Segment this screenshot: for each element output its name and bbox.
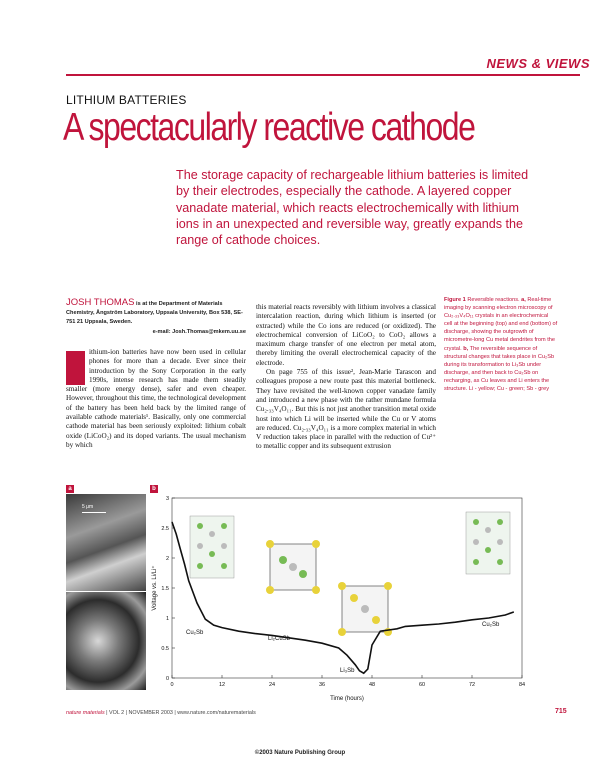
data-point bbox=[205, 619, 206, 620]
caption-title: Reversible reactions. bbox=[467, 297, 520, 303]
data-point bbox=[172, 522, 173, 523]
data-point bbox=[472, 619, 473, 620]
y-tick-label: 0.5 bbox=[161, 646, 169, 652]
body-paragraph: On page 755 of this issue², Jean-Marie Tarascon and colleagues propose a new route past this material bottleneck. They have revisited the well-known copper vanadate family and introduced a new phase with the rather mundane formula Cu₂.₃₃V₄O₁₁. But this is not just another transition metal oxide host into which Li will be inserted while the Cu or V atoms are reduced. Cu₂.₃₃V₄O₁₁ is a more complex material in which V reduction takes place in parallel with the reduction of Cu²⁺ to metallic copper and its subsequent extrusion bbox=[256, 368, 436, 451]
data-point bbox=[372, 645, 373, 646]
data-point bbox=[380, 631, 381, 632]
copyright: ©2003 Nature Publishing Group bbox=[254, 750, 346, 756]
issue-info: | VOL 2 | NOVEMBER 2003 | www.nature.com/naturematerials bbox=[106, 710, 256, 716]
data-point bbox=[213, 625, 214, 626]
data-point bbox=[176, 534, 177, 535]
x-tick-label: 0 bbox=[170, 682, 174, 688]
data-point bbox=[180, 549, 181, 550]
data-point bbox=[438, 624, 439, 625]
y-tick-label: 2 bbox=[165, 556, 169, 562]
page-number: 715 bbox=[555, 708, 567, 715]
caption-figure-number: Figure 1 bbox=[444, 297, 466, 303]
y-axis-label: Voltage vs. Li/Li⁺ bbox=[152, 565, 158, 611]
annotation-label: Cu₂Sb bbox=[186, 630, 204, 636]
author-email: e-mail: Josh.Thomas@mkem.uu.se bbox=[152, 329, 246, 335]
body-column-2 bbox=[256, 303, 436, 452]
author-name: JOSH THOMAS bbox=[66, 297, 135, 308]
data-point bbox=[359, 670, 360, 671]
body-text-1: ithium-ion batteries have now been used in cellular phones for more than a decade. Ever since their introduction by the Sony Corporation in the early 1990s, intense research has made them steadily smaller (more energy dense), safer and even cheaper. However, throughout this time, the technological development of the battery has been held back by the limited range of available cathode materials¹. Basically, only one commercial cathode material has been seriously exploited: lithium cobalt oxide (LiCoO₂) and its doped variants. The usual mechanism by which bbox=[66, 348, 246, 449]
data-point bbox=[367, 669, 368, 670]
author-affiliation: is at the Department of Materials Chemistry, Ångström Laboratory, Uppsala University, Box 538, SE-751 21 Uppsala, Sweden. bbox=[66, 301, 243, 325]
y-tick-label: 2.5 bbox=[161, 526, 169, 532]
annotation-label: Li₃Sb bbox=[340, 668, 355, 674]
data-point bbox=[347, 655, 348, 656]
sem-image-top bbox=[66, 494, 146, 591]
scale-bar bbox=[82, 512, 106, 513]
y-tick-label: 0 bbox=[165, 676, 169, 682]
data-point bbox=[338, 648, 339, 649]
data-point bbox=[405, 626, 406, 627]
data-point bbox=[188, 580, 189, 581]
voltage-chart bbox=[150, 494, 530, 704]
scale-bar-label: 5 μm bbox=[82, 504, 94, 510]
y-tick-label: 1 bbox=[165, 616, 169, 622]
data-point bbox=[355, 664, 356, 665]
y-tick-label: 1.5 bbox=[161, 586, 169, 592]
x-tick-label: 12 bbox=[218, 682, 226, 688]
x-tick-label: 24 bbox=[268, 682, 276, 688]
data-point bbox=[238, 631, 239, 632]
drop-cap bbox=[66, 351, 85, 385]
body-column-1 bbox=[66, 348, 246, 450]
structure-inset-3 bbox=[338, 582, 392, 636]
footer bbox=[66, 710, 256, 716]
data-point bbox=[222, 627, 223, 628]
panel-b-label: b bbox=[150, 485, 158, 493]
caption-text-a: Real-time imaging by scanning electron microscopy of Cu₂.₃₃V₄O₁₁ crystals in an electrochemical cell at the beginning (top) and end (bottom) of discharge, showing the outgrowth of micrometre-long Cu metal dendrites from the crystal. bbox=[444, 297, 558, 352]
data-point bbox=[322, 643, 323, 644]
x-tick-label: 48 bbox=[368, 682, 376, 688]
annotation-label: Cu₂Sb bbox=[482, 622, 500, 628]
data-point bbox=[513, 612, 514, 613]
annotation-label: Li₂CuSb bbox=[268, 636, 291, 642]
data-point bbox=[255, 633, 256, 634]
caption-panel-b: b, bbox=[463, 345, 469, 352]
panel-a-label: a bbox=[66, 485, 74, 493]
data-point bbox=[505, 615, 506, 616]
x-tick-label: 72 bbox=[468, 682, 476, 688]
x-axis-label: Time (hours) bbox=[330, 696, 364, 702]
data-point bbox=[197, 603, 198, 604]
section-label: NEWS & VIEWS bbox=[486, 56, 590, 71]
article-title: A spectacularly reactive cathode bbox=[63, 106, 475, 149]
structure-inset-4 bbox=[466, 512, 510, 574]
standfirst: The storage capacity of rechargeable lithium batteries is limited by their electrodes, especially the cathode. A layered copper vanadate material, which reacts electrochemically with lithium ions in an unexpected and reversible way, greatly expands the range of cathode choices. bbox=[176, 168, 529, 248]
author-block bbox=[66, 298, 246, 327]
kicker: LITHIUM BATTERIES bbox=[66, 93, 187, 107]
figure-caption bbox=[444, 296, 558, 393]
data-point bbox=[488, 618, 489, 619]
structure-inset-1 bbox=[190, 516, 234, 578]
y-tick-label: 3 bbox=[165, 496, 169, 502]
data-point bbox=[363, 673, 364, 674]
x-tick-label: 84 bbox=[518, 682, 526, 688]
data-point bbox=[388, 630, 389, 631]
sem-image-bottom bbox=[66, 592, 146, 690]
data-point bbox=[397, 628, 398, 629]
data-point bbox=[455, 622, 456, 623]
x-tick-label: 60 bbox=[418, 682, 426, 688]
data-point bbox=[305, 640, 306, 641]
header-rule bbox=[66, 74, 580, 76]
body-paragraph: this material reacts reversibly with lithium involves a classical intercalation reaction, during which lithium is inserted (or extracted) while the Co ions are reduced (or oxidized). The electrochemical conversion of LiCoO₂ to CoO₂ allows a maximum charge transfer of one electron per metal atom, thereby limiting the overall electrochemical capacity of the electrode. bbox=[256, 303, 436, 367]
journal-name: nature materials bbox=[66, 710, 105, 716]
caption-text-b: The reversible sequence of structural changes that takes place in Cu₂Sb during its transformation to Li₃Sb under discharge, and then back to Cu₂Sb on recharging, as Cu leaves and Li enters the structure. Li - yellow; Cu - green; Sb - grey bbox=[444, 345, 555, 393]
x-tick-label: 36 bbox=[318, 682, 326, 688]
data-point bbox=[422, 625, 423, 626]
caption-panel-a: a, bbox=[521, 297, 526, 303]
data-point bbox=[184, 564, 185, 565]
structure-inset-2 bbox=[266, 540, 320, 594]
